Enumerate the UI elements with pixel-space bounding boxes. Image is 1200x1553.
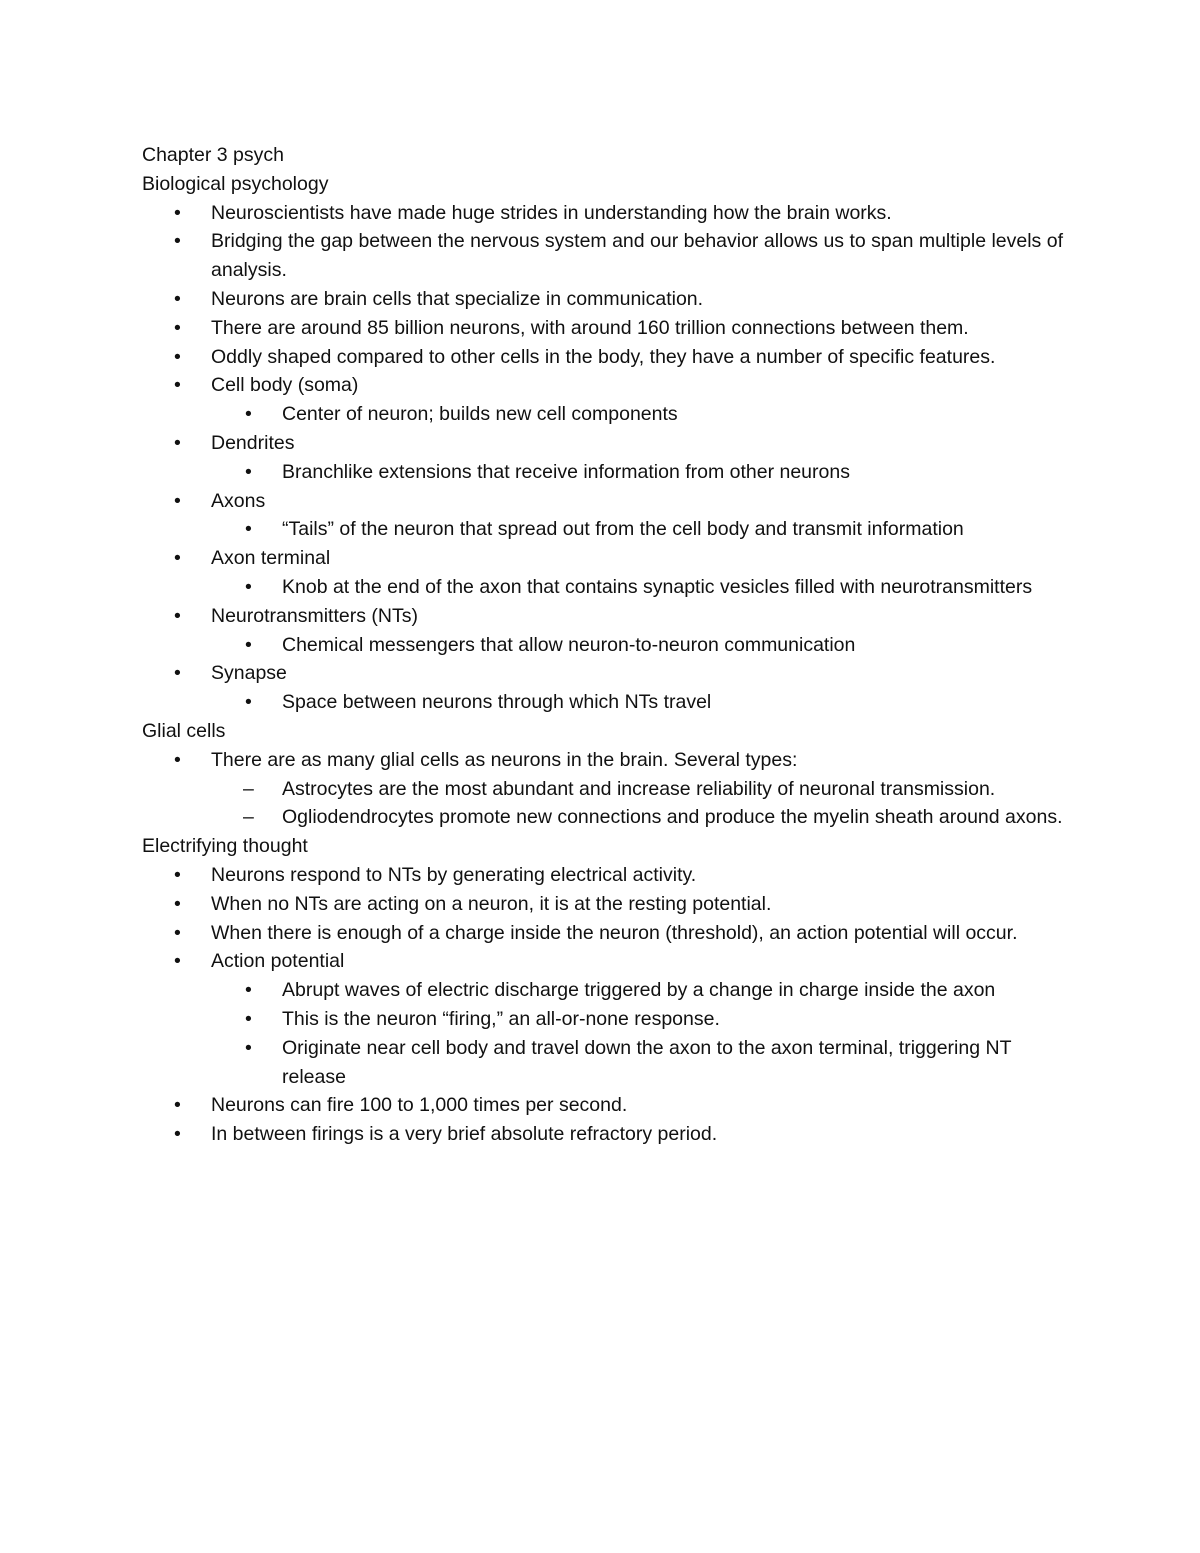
line-text: Cell body (soma) — [211, 374, 359, 397]
line-text: Neurons respond to NTs by generating electrical activity. — [211, 863, 697, 886]
line-text: Action potential — [211, 950, 345, 973]
bullet-marker-icon: • — [174, 316, 181, 339]
line-text: This is the neuron “firing,” an all-or-none response. — [282, 1007, 720, 1030]
bullet-item — [142, 343, 1072, 372]
bullet-item — [142, 659, 1072, 688]
bullet-item — [142, 199, 1072, 228]
dash-sub-item — [142, 775, 1072, 804]
bullet-marker-icon: • — [245, 979, 252, 1002]
line-text: Branchlike extensions that receive information from other neurons — [282, 460, 850, 483]
bullet-marker-icon: • — [245, 575, 252, 598]
line-text: When there is enough of a charge inside the neuron (threshold), an action potential will occur. — [211, 921, 1018, 944]
sub-bullet-item — [142, 400, 1072, 429]
bullet-item — [142, 227, 1072, 285]
line-text: Knob at the end of the axon that contains synaptic vesicles filled with neurotransmitters — [282, 575, 1033, 598]
dash-marker-icon: – — [243, 777, 254, 800]
bullet-marker-icon: • — [245, 518, 252, 541]
line-text: There are around 85 billion neurons, with around 160 trillion connections between them. — [211, 316, 969, 339]
bullet-marker-icon: • — [245, 460, 252, 483]
line-text: Space between neurons through which NTs travel — [282, 691, 712, 714]
bullet-item — [142, 429, 1072, 458]
sub-bullet-item — [142, 631, 1072, 660]
bullet-marker-icon: • — [174, 345, 181, 368]
line-text: Neurons can fire 100 to 1,000 times per second. — [211, 1094, 628, 1117]
bullet-item — [142, 746, 1072, 775]
line-text: “Tails” of the neuron that spread out from the cell body and transmit information — [282, 518, 964, 541]
document-body — [142, 141, 1072, 1149]
bullet-item — [142, 544, 1072, 573]
sub-bullet-item — [142, 688, 1072, 717]
bullet-marker-icon: • — [174, 1123, 181, 1146]
bullet-marker-icon: • — [174, 921, 181, 944]
bullet-marker-icon: • — [174, 230, 181, 253]
bullet-item — [142, 602, 1072, 631]
line-text: Bridging the gap between the nervous system and our behavior allows us to span multiple levels of analysis. — [211, 230, 1063, 282]
line-text: Axons — [211, 489, 266, 512]
bullet-marker-icon: • — [245, 403, 252, 426]
bullet-marker-icon: • — [174, 201, 181, 224]
bullet-item — [142, 1091, 1072, 1120]
bullet-item — [142, 371, 1072, 400]
bullet-item — [142, 861, 1072, 890]
bullet-marker-icon: • — [245, 1036, 252, 1059]
dash-marker-icon: – — [243, 806, 254, 829]
line-text: Chemical messengers that allow neuron-to-neuron communication — [282, 633, 856, 656]
bullet-item — [142, 947, 1072, 976]
bullet-item — [142, 1120, 1072, 1149]
line-text: Neuroscientists have made huge strides in understanding how the brain works. — [211, 201, 892, 224]
bullet-marker-icon: • — [174, 863, 181, 886]
bullet-marker-icon: • — [174, 748, 181, 771]
bullet-marker-icon: • — [245, 1007, 252, 1030]
bullet-marker-icon: • — [174, 431, 181, 454]
bullet-marker-icon: • — [174, 950, 181, 973]
sub-bullet-item — [142, 515, 1072, 544]
line-text: Glial cells — [142, 719, 226, 742]
sub-bullet-item — [142, 1034, 1072, 1092]
bullet-marker-icon: • — [174, 489, 181, 512]
line-text: Neurons are brain cells that specialize in communication. — [211, 287, 704, 310]
bullet-marker-icon: • — [245, 633, 252, 656]
line-text: Biological psychology — [142, 172, 329, 195]
line-text: Chapter 3 psych — [142, 144, 284, 166]
bullet-marker-icon: • — [174, 1094, 181, 1117]
line-text: In between firings is a very brief absolute refractory period. — [211, 1123, 718, 1146]
line-text: Ogliodendrocytes promote new connections and produce the myelin sheath around axons. — [282, 806, 1063, 829]
line-text: Astrocytes are the most abundant and increase reliability of neuronal transmission. — [282, 777, 996, 800]
bullet-marker-icon: • — [174, 604, 181, 627]
bullet-marker-icon: • — [174, 892, 181, 915]
line-text: Oddly shaped compared to other cells in the body, they have a number of specific features. — [211, 345, 996, 368]
line-text: Center of neuron; builds new cell components — [282, 403, 678, 426]
sub-bullet-item — [142, 458, 1072, 487]
bullet-marker-icon: • — [174, 547, 181, 570]
line-text: There are as many glial cells as neurons in the brain. Several types: — [211, 748, 798, 771]
sub-bullet-item — [142, 976, 1072, 1005]
line-text: When no NTs are acting on a neuron, it is at the resting potential. — [211, 892, 772, 915]
sub-bullet-item — [142, 573, 1072, 602]
line-text: Electrifying thought — [142, 835, 308, 858]
line-text: Originate near cell body and travel down the axon to the axon terminal, triggering NT release — [282, 1036, 1012, 1088]
section-heading — [142, 717, 1072, 746]
dash-sub-item — [142, 803, 1072, 832]
bullet-marker-icon: • — [174, 287, 181, 310]
bullet-item — [142, 890, 1072, 919]
section-heading — [142, 141, 1072, 170]
section-heading — [142, 832, 1072, 861]
line-text: Dendrites — [211, 431, 295, 454]
bullet-item — [142, 314, 1072, 343]
section-heading — [142, 170, 1072, 199]
bullet-marker-icon: • — [174, 374, 181, 397]
bullet-marker-icon: • — [245, 691, 252, 714]
line-text: Abrupt waves of electric discharge triggered by a change in charge inside the axon — [282, 979, 996, 1002]
bullet-item — [142, 487, 1072, 516]
line-text: Neurotransmitters (NTs) — [211, 604, 418, 627]
sub-bullet-item — [142, 1005, 1072, 1034]
bullet-item — [142, 919, 1072, 948]
bullet-item — [142, 285, 1072, 314]
line-text: Synapse — [211, 662, 287, 685]
line-text: Axon terminal — [211, 547, 331, 570]
bullet-marker-icon: • — [174, 662, 181, 685]
